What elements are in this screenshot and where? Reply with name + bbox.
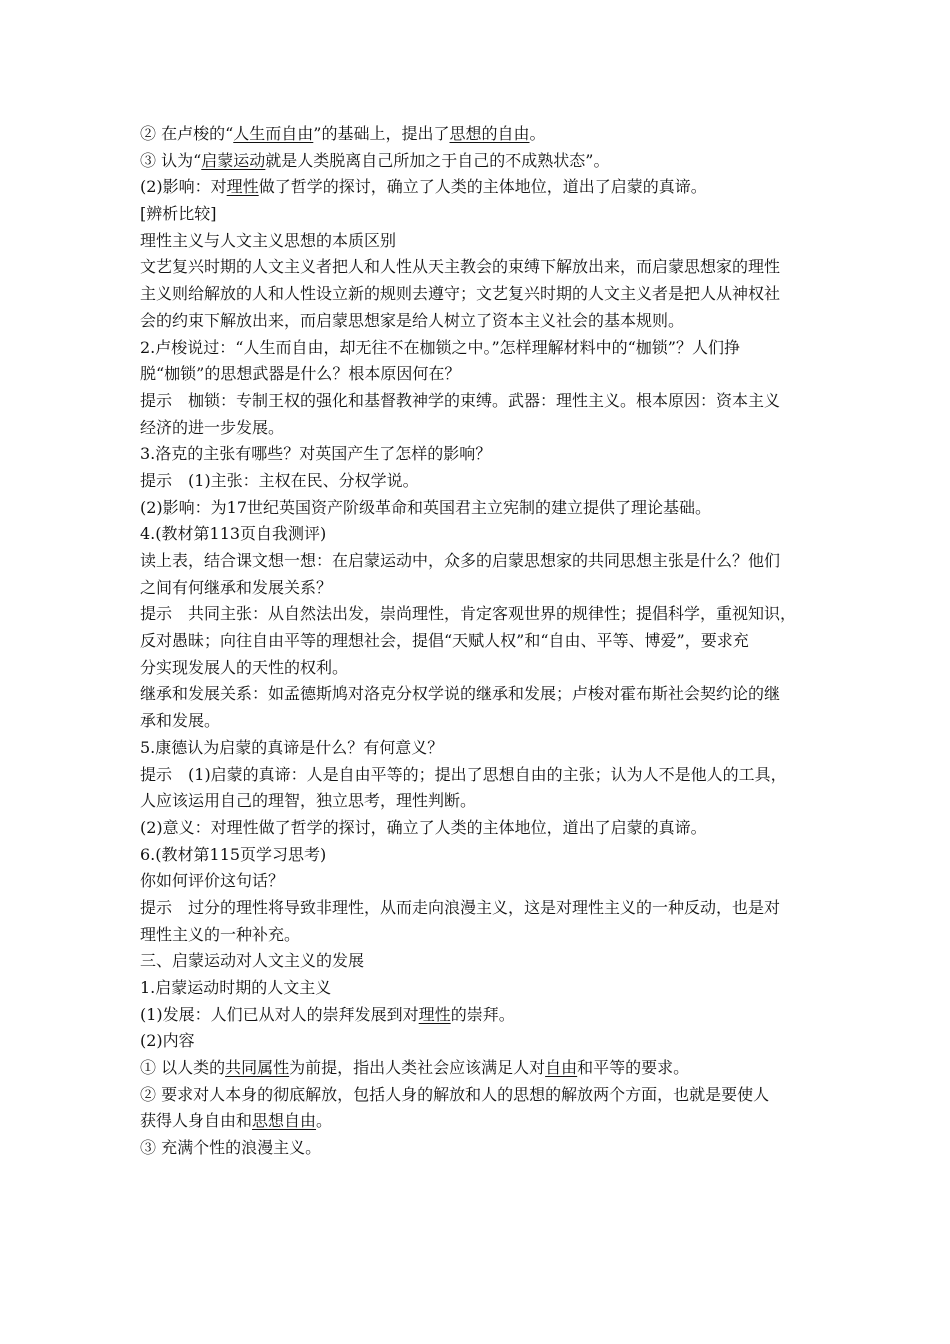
text-segment: 反对愚昧；向往自由平等的理想社会，提倡“天赋人权”和“自由、平等、博爱”，要求充 [140, 631, 749, 651]
text-segment: 提示 [140, 604, 173, 624]
text-line [140, 975, 825, 1002]
text-segment: 人应该运用自己的理智，独立思考，理性判断。 [140, 791, 477, 811]
text-segment: 和平等的要求。 [577, 1058, 690, 1078]
text-line [140, 388, 825, 415]
text-line [140, 335, 825, 362]
text-segment: (1)启蒙的真谛：人是自由平等的；提出了思想自由的主张；认为人不是他人的工具， [188, 764, 787, 784]
text-segment: 承和发展。 [140, 711, 221, 731]
text-line [140, 1028, 825, 1055]
text-line [140, 842, 825, 869]
text-segment: 做了哲学的探讨，确立了人类的主体地位，道出了启蒙的真谛。 [258, 177, 707, 197]
text-segment: ③ 认为“ [140, 150, 202, 170]
underlined-keyword: 自由 [545, 1058, 578, 1078]
underlined-keyword: 理性 [226, 177, 259, 197]
text-line [140, 575, 825, 602]
text-segment: (2)影响：对 [140, 177, 227, 197]
text-line [140, 1055, 825, 1082]
text-line [140, 361, 825, 388]
text-line [140, 1108, 825, 1135]
text-line [140, 521, 825, 548]
text-line [140, 441, 825, 468]
underlined-keyword: 思想自由 [252, 1111, 317, 1131]
text-line [140, 121, 825, 148]
text-line [140, 815, 825, 842]
text-segment: 三、启蒙运动对人文主义的发展 [140, 951, 365, 971]
text-line [140, 548, 825, 575]
text-segment: 4.(教材第113页自我测评) [140, 524, 327, 544]
underlined-keyword: 人生而自由 [233, 124, 314, 143]
text-segment: 提示 [140, 470, 173, 490]
text-line [140, 895, 825, 922]
text-line [140, 254, 825, 281]
text-segment: 提示 [140, 764, 173, 784]
text-segment: ”的基础上，提出了 [313, 124, 450, 143]
text-line [140, 628, 825, 655]
underlined-keyword: 共同属性 [225, 1058, 290, 1078]
text-segment: 文艺复兴时期的人文主义者把人和人性从天主教会的束缚下解放出来，而启蒙思想家的理性 [140, 257, 781, 277]
text-segment: 过分的理性将导致非理性，从而走向浪漫主义，这是对理性主义的一种反动，也是对 [188, 897, 781, 917]
underlined-keyword: 理性 [418, 1004, 451, 1024]
document-body [140, 121, 825, 1162]
text-segment: 读上表，结合课文想一想：在启蒙运动中，众多的启蒙思想家的共同思想主张是什么？他们 [140, 551, 781, 570]
text-line [140, 1082, 825, 1109]
text-segment: 共同主张：从自然法出发，崇尚理性，肯定客观世界的规律性；提倡科学，重视知识， [188, 604, 797, 624]
text-line [140, 788, 825, 815]
text-segment: 的崇拜。 [450, 1004, 515, 1024]
text-line [140, 228, 825, 255]
text-segment: (1)主张：主权在民、分权学说。 [188, 470, 419, 490]
text-segment: 3.洛克的主张有哪些？对英国产生了怎样的影响？ [140, 444, 492, 464]
text-line [140, 735, 825, 762]
text-segment: (1)发展：人们已从对人的崇拜发展到对 [140, 1004, 419, 1024]
text-segment: [辨析比较] [140, 204, 217, 224]
text-segment: 2.卢梭说过：“人生而自由，却无往不在枷锁之中。”怎样理解材料中的“枷锁”？人们挣 [140, 337, 740, 357]
text-segment: 你如何评价这句话？ [140, 871, 285, 891]
text-segment: 理性主义的一种补充。 [140, 924, 301, 944]
text-line [140, 762, 825, 789]
text-segment: ② 在卢梭的“ [140, 124, 234, 143]
text-segment: 分实现发展人的天性的权利。 [140, 657, 349, 677]
text-segment: 6.(教材第115页学习思考) [140, 844, 327, 864]
text-line [140, 1002, 825, 1029]
text-segment: 1.启蒙运动时期的人文主义 [140, 978, 332, 997]
text-line [140, 1135, 825, 1162]
text-segment: 会的约束下解放出来，而启蒙思想家是给人树立了资本主义社会的基本规则。 [140, 310, 685, 330]
text-line [140, 415, 825, 442]
text-segment: 。 [529, 124, 546, 143]
text-segment: 提示 [140, 897, 173, 917]
text-segment: 。 [316, 1111, 333, 1131]
text-line [140, 201, 825, 228]
underlined-keyword: 思想的自由 [449, 124, 530, 143]
text-segment: (2)影响：为17世纪英国资产阶级革命和英国君主立宪制的建立提供了理论基础。 [140, 497, 712, 517]
text-segment: 脱“枷锁”的思想武器是什么？根本原因何在？ [140, 364, 461, 384]
text-segment: 之间有何继承和发展关系？ [140, 577, 333, 597]
text-line [140, 655, 825, 682]
text-segment: 继承和发展关系：如孟德斯鸠对洛克分权学说的继承和发展；卢梭对霍布斯社会契约论的继 [140, 684, 781, 704]
text-segment: ② 要求对人本身的彻底解放，包括人身的解放和人的思想的解放两个方面，也就是要使人 [140, 1084, 770, 1104]
text-segment: 理性主义与人文主义思想的本质区别 [140, 230, 397, 250]
text-line [140, 708, 825, 735]
text-line [140, 468, 825, 495]
text-segment: ① 以人类的 [140, 1058, 226, 1078]
text-line [140, 948, 825, 975]
text-segment: 枷锁：专制王权的强化和基督教神学的束缚。武器：理性主义。根本原因：资本主义 [188, 390, 781, 410]
text-line [140, 148, 825, 175]
text-line [140, 308, 825, 335]
text-line [140, 681, 825, 708]
text-segment: (2)内容 [140, 1031, 195, 1051]
text-line [140, 922, 825, 949]
text-segment: 主义则给解放的人和人性设立新的规则去遵守；文艺复兴时期的人文主义者是把人从神权社 [140, 284, 781, 304]
text-segment: 为前提，指出人类社会应该满足人对 [289, 1058, 546, 1078]
text-segment: (2)意义：对理性做了哲学的探讨，确立了人类的主体地位，道出了启蒙的真谛。 [140, 817, 707, 837]
text-line [140, 281, 825, 308]
text-line [140, 495, 825, 522]
text-segment: 经济的进一步发展。 [140, 417, 285, 437]
text-segment: 就是人类脱离自己所加之于自己的不成熟状态”。 [265, 150, 610, 170]
text-segment: 获得人身自由和 [140, 1111, 253, 1131]
underlined-keyword: 启蒙运动 [201, 150, 266, 170]
text-segment: 5.康德认为启蒙的真谛是什么？有何意义？ [140, 737, 444, 757]
text-line [140, 174, 825, 201]
text-segment: ③ 充满个性的浪漫主义。 [140, 1138, 322, 1158]
text-line [140, 868, 825, 895]
text-segment: 提示 [140, 390, 173, 410]
text-line [140, 601, 825, 628]
